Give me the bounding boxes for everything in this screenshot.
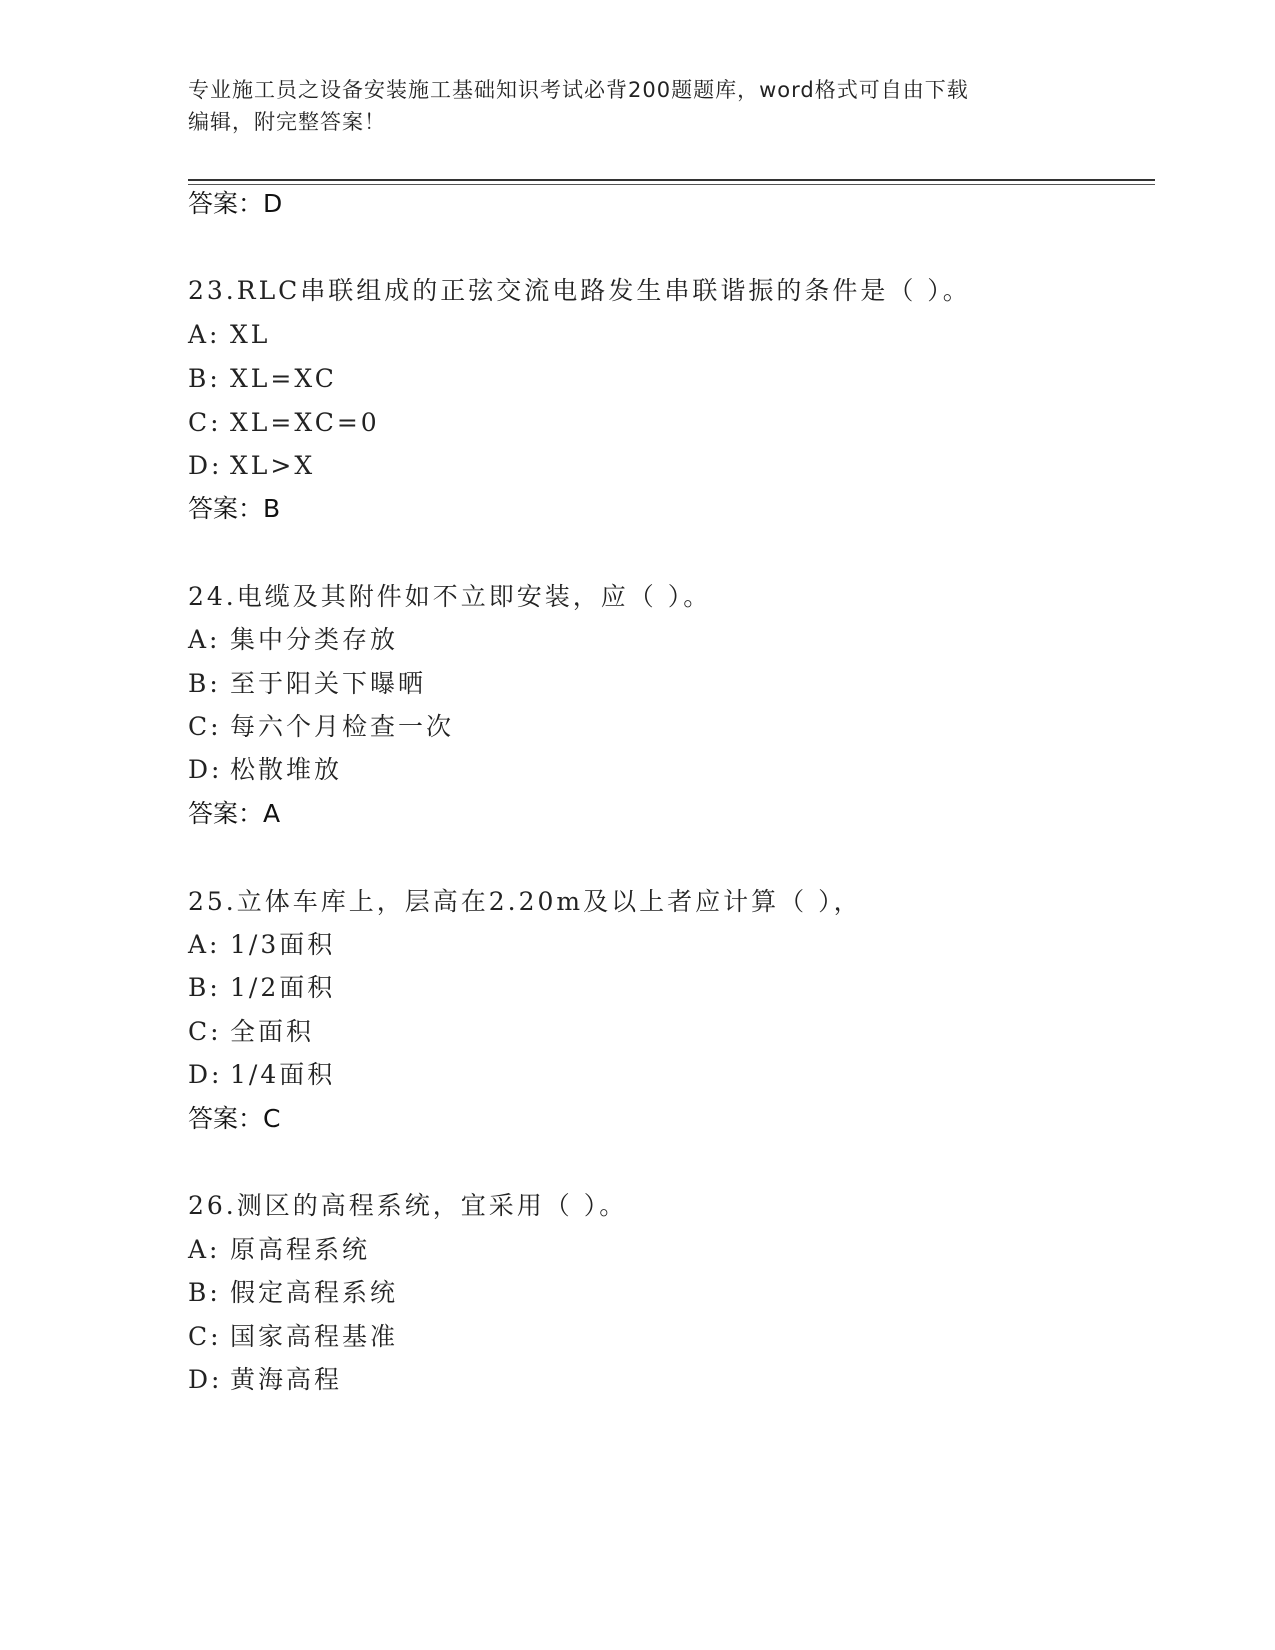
option-23-b bbox=[188, 364, 337, 394]
option-25-a bbox=[188, 930, 335, 960]
header-line-2: 编辑，附完整答案！ bbox=[188, 110, 386, 134]
question-stem-26: 26.测区的高程系统，宜采用（ ）。 bbox=[188, 1191, 628, 1220]
option-text: 国家高程基准 bbox=[230, 1322, 399, 1351]
option-26-a bbox=[188, 1235, 370, 1265]
option-letter: A: bbox=[188, 930, 221, 959]
option-letter: D: bbox=[188, 1060, 223, 1089]
option-letter: C: bbox=[188, 712, 222, 741]
option-letter: A: bbox=[188, 320, 221, 349]
answer-25: 答案：C bbox=[188, 1104, 281, 1133]
question-stem-25: 25.立体车库上，层高在2.20m及以上者应计算（ ）， bbox=[188, 887, 862, 916]
option-letter: C: bbox=[188, 1017, 222, 1046]
option-letter: B: bbox=[188, 669, 221, 698]
option-letter: D: bbox=[188, 1365, 223, 1394]
option-letter: B: bbox=[188, 364, 221, 393]
header-line-1: 专业施工员之设备安装施工基础知识考试必背200题题库，word格式可自由下载 bbox=[188, 78, 969, 102]
option-letter: D: bbox=[188, 755, 223, 784]
question-stem-23: 23.RLC串联组成的正弦交流电路发生串联谐振的条件是（ ）。 bbox=[188, 276, 971, 305]
option-24-a bbox=[188, 625, 398, 655]
option-25-d bbox=[188, 1060, 335, 1090]
option-letter: C: bbox=[188, 1322, 222, 1351]
option-text: XL>X bbox=[230, 451, 316, 480]
option-26-d bbox=[188, 1365, 342, 1395]
option-letter: B: bbox=[188, 1278, 221, 1307]
option-23-a bbox=[188, 320, 270, 350]
option-letter: D: bbox=[188, 451, 223, 480]
option-text: 全面积 bbox=[230, 1017, 315, 1046]
option-text: 1/3面积 bbox=[230, 930, 336, 959]
option-letter: A: bbox=[188, 625, 221, 654]
option-text: 黄海高程 bbox=[230, 1365, 343, 1394]
option-text: 松散堆放 bbox=[230, 755, 343, 784]
option-text: 1/2面积 bbox=[230, 973, 336, 1002]
option-text: 集中分类存放 bbox=[230, 625, 399, 654]
option-23-d bbox=[188, 451, 315, 481]
option-text: 1/4面积 bbox=[230, 1060, 336, 1089]
option-26-c bbox=[188, 1322, 398, 1352]
option-text: 假定高程系统 bbox=[230, 1278, 399, 1307]
answer-prev: 答案：D bbox=[188, 189, 283, 218]
option-letter: C: bbox=[188, 408, 222, 437]
option-letter: A: bbox=[188, 1235, 221, 1264]
option-text: 原高程系统 bbox=[230, 1235, 371, 1264]
answer-24: 答案：A bbox=[188, 799, 281, 828]
option-text: XL=XC=0 bbox=[230, 408, 380, 437]
header-rule-thick bbox=[188, 179, 1155, 181]
option-24-d bbox=[188, 755, 342, 785]
option-text: 至于阳关下曝晒 bbox=[230, 669, 427, 698]
option-letter: B: bbox=[188, 973, 221, 1002]
option-26-b bbox=[188, 1278, 398, 1308]
answer-23: 答案：B bbox=[188, 494, 281, 523]
option-text: 每六个月检查一次 bbox=[230, 712, 455, 741]
document-header bbox=[188, 74, 1088, 138]
option-text: XL bbox=[230, 320, 271, 349]
option-23-c bbox=[188, 408, 380, 438]
question-stem-24: 24.电缆及其附件如不立即安装，应（ ）。 bbox=[188, 582, 712, 611]
header-rule-thin bbox=[188, 184, 1155, 185]
option-text: XL=XC bbox=[230, 364, 337, 393]
option-24-b bbox=[188, 669, 426, 699]
option-25-c bbox=[188, 1017, 314, 1047]
option-24-c bbox=[188, 712, 454, 742]
option-25-b bbox=[188, 973, 335, 1003]
